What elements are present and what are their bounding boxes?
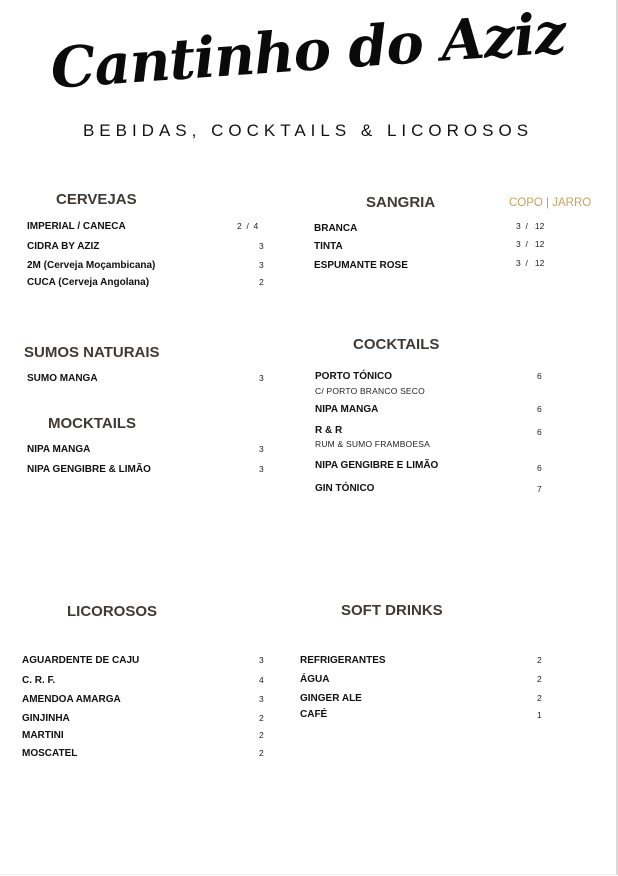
- section-title-sangria: SANGRIA: [366, 194, 436, 211]
- menu-item-price: 3: [259, 694, 264, 704]
- menu-item-name: GINGER ALE: [300, 693, 362, 704]
- menu-item-price: 2: [259, 277, 264, 287]
- menu-item-name: TINTA: [314, 241, 343, 252]
- menu-item-name: MARTINI: [22, 730, 64, 741]
- menu-item-price: 6: [537, 427, 542, 437]
- menu-item-name: R & R: [315, 425, 343, 436]
- menu-item-name: BRANCA: [314, 223, 358, 234]
- menu-item-price: 6: [537, 404, 542, 414]
- menu-item-name: CUCA (Cerveja Angolana): [27, 277, 150, 288]
- menu-item-name: AMENDOA AMARGA: [22, 694, 121, 705]
- menu-item-name: AGUARDENTE DE CAJU: [22, 655, 140, 666]
- menu-item-price: 6: [537, 463, 542, 473]
- menu-item-name: ESPUMANTE ROSE: [314, 260, 408, 271]
- menu-item-price: 2: [537, 693, 542, 703]
- menu-item-name: NIPA MANGA: [27, 444, 91, 455]
- menu-item-price: 2: [259, 730, 264, 740]
- menu-item-price: 3: [259, 655, 264, 665]
- menu-item-price: 3: [259, 241, 264, 251]
- menu-item-name: 2M (Cerveja Moçambicana): [27, 260, 156, 271]
- menu-item-price: 6: [537, 371, 542, 381]
- menu-item-price: 3 / 12: [516, 239, 545, 249]
- menu-subtitle: BEBIDAS, COCKTAILS & LICOROSOS: [82, 121, 534, 140]
- menu-item-name: GINJINHA: [22, 713, 70, 724]
- section-title-sumos: SUMOS NATURAIS: [24, 344, 160, 361]
- sangria-column-header: COPO | JARRO: [509, 197, 592, 209]
- menu-item-description: C/ PORTO BRANCO SECO: [315, 386, 425, 396]
- menu-item-price: 1: [537, 710, 542, 720]
- menu-item-name: ÁGUA: [300, 674, 330, 685]
- menu-item-name: PORTO TÓNICO: [315, 371, 393, 382]
- section-title-cocktails: COCKTAILS: [353, 336, 440, 353]
- menu-item-name: SUMO MANGA: [27, 373, 98, 384]
- section-title-soft-drinks: SOFT DRINKS: [341, 602, 443, 619]
- menu-item-name: IMPERIAL / CANECA: [27, 221, 126, 232]
- menu-item-price: 2: [259, 748, 264, 758]
- menu-item-price: 3 / 12: [516, 258, 545, 268]
- section-title-cervejas: CERVEJAS: [56, 191, 137, 208]
- menu-item-name: NIPA GENGIBRE & LIMÃO: [27, 464, 151, 475]
- menu-item-name: REFRIGERANTES: [300, 655, 386, 666]
- menu-item-price: 3: [259, 260, 264, 270]
- menu-item-price: 2: [537, 674, 542, 684]
- menu-item-price: 3 / 12: [516, 221, 545, 231]
- section-title-licorosos: LICOROSOS: [67, 603, 158, 620]
- menu-item-name: MOSCATEL: [22, 748, 78, 759]
- section-title-mocktails: MOCKTAILS: [48, 415, 137, 432]
- menu-item-name: NIPA MANGA: [315, 404, 379, 415]
- menu-item-name: CIDRA BY AZIZ: [27, 241, 100, 252]
- menu-item-price: 2 / 4: [237, 221, 259, 231]
- menu-item-price: 3: [259, 464, 264, 474]
- menu-item-description: RUM & SUMO FRAMBOESA: [315, 439, 430, 449]
- menu-item-price: 2: [259, 713, 264, 723]
- menu-item-price: 3: [259, 373, 264, 383]
- menu-item-name: CAFÉ: [300, 709, 328, 720]
- menu-item-name: GIN TÓNICO: [315, 483, 375, 494]
- menu-item-name: NIPA GENGIBRE E LIMÃO: [315, 460, 439, 471]
- menu-item-price: 2: [537, 655, 542, 665]
- menu-item-name: C. R. F.: [22, 675, 56, 686]
- menu-item-price: 4: [259, 675, 264, 685]
- menu-item-price: 7: [537, 484, 542, 494]
- restaurant-title: Cantinho do Aziz: [48, 0, 568, 102]
- menu-item-price: 3: [259, 444, 264, 454]
